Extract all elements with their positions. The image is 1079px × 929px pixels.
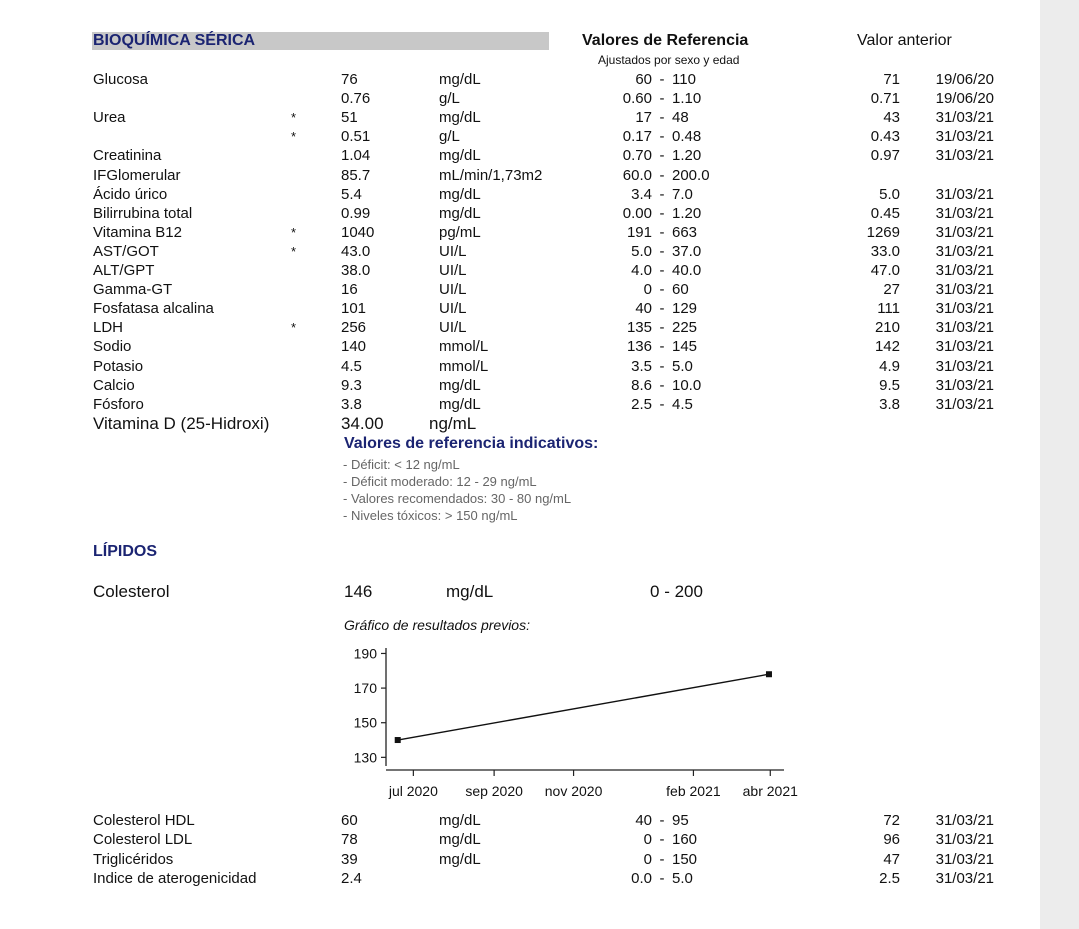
test-unit: mmol/L bbox=[439, 338, 489, 355]
previous-value: 3.8 bbox=[879, 396, 900, 413]
reference-separator: - bbox=[659, 358, 665, 375]
data-point bbox=[766, 671, 772, 677]
reference-separator: - bbox=[659, 831, 665, 848]
reference-high: 160 bbox=[672, 831, 698, 848]
test-name: AST/GOT bbox=[93, 243, 159, 260]
vitamin-d-note: - Niveles tóxicos: > 150 ng/mL bbox=[343, 508, 518, 523]
reference-separator: - bbox=[659, 186, 665, 203]
test-unit: mg/dL bbox=[439, 147, 481, 164]
test-value: 3.8 bbox=[341, 396, 362, 413]
previous-value: 1269 bbox=[866, 224, 900, 241]
test-unit: mmol/L bbox=[439, 358, 489, 375]
lipid-previous-value: 47 bbox=[883, 851, 900, 868]
reference-low: 40 bbox=[635, 812, 652, 829]
reference-range bbox=[600, 280, 740, 299]
previous-date: 31/03/21 bbox=[935, 396, 994, 413]
reference-high: 95 bbox=[672, 812, 689, 829]
test-value: 140 bbox=[341, 338, 367, 355]
previous-date: 31/03/21 bbox=[935, 281, 994, 298]
test-value: 256 bbox=[341, 319, 367, 336]
lipid-test-value: 39 bbox=[341, 851, 358, 868]
reference-low: 0.70 bbox=[622, 147, 652, 164]
previous-value: 111 bbox=[877, 300, 900, 317]
lipid-test-name: Colesterol LDL bbox=[93, 831, 193, 848]
test-name: Creatinina bbox=[93, 147, 162, 164]
reference-high: 0.48 bbox=[672, 128, 702, 145]
reference-high: 150 bbox=[672, 851, 698, 868]
reference-range bbox=[600, 376, 740, 395]
section-title-bioquimica: BIOQUÍMICA SÉRICA bbox=[93, 32, 256, 49]
reference-range bbox=[600, 337, 740, 356]
reference-separator: - bbox=[659, 262, 665, 279]
reference-separator: - bbox=[659, 338, 665, 355]
reference-range bbox=[600, 242, 740, 261]
test-name: Ácido úrico bbox=[93, 186, 168, 203]
test-unit: mg/dL bbox=[439, 396, 481, 413]
previous-date: 31/03/21 bbox=[935, 128, 994, 145]
test-value: 43.0 bbox=[341, 243, 371, 260]
previous-date: 31/03/21 bbox=[935, 338, 994, 355]
reference-low: 4.0 bbox=[631, 262, 652, 279]
previous-value: 43 bbox=[883, 109, 900, 126]
reference-low: 0 bbox=[643, 851, 652, 868]
lipid-previous-value: 2.5 bbox=[879, 870, 900, 887]
reference-low: 135 bbox=[626, 319, 652, 336]
test-unit: pg/mL bbox=[439, 224, 481, 241]
test-value: 0.76 bbox=[341, 90, 371, 107]
reference-high: 1.10 bbox=[672, 90, 702, 107]
test-name: ALT/GPT bbox=[93, 262, 155, 279]
test-name: Urea bbox=[93, 109, 126, 126]
previous-value: 0.97 bbox=[870, 147, 900, 164]
previous-value: 210 bbox=[874, 319, 900, 336]
reference-low: 0 bbox=[643, 281, 652, 298]
previous-value: 0.43 bbox=[870, 128, 900, 145]
lipid-test-name: Triglicéridos bbox=[93, 851, 174, 868]
lipid-test-unit: mg/dL bbox=[439, 831, 481, 848]
vitamin-d-note: - Valores recomendados: 30 - 80 ng/mL bbox=[343, 491, 572, 506]
lipid-previous-date: 31/03/21 bbox=[935, 831, 994, 848]
lipid-reference-range bbox=[600, 811, 740, 830]
reference-high: 5.0 bbox=[672, 358, 693, 375]
reference-high: 4.5 bbox=[672, 396, 693, 413]
reference-high: 40.0 bbox=[672, 262, 702, 279]
reference-separator: - bbox=[659, 812, 665, 829]
reference-low: 60 bbox=[635, 71, 652, 88]
lipid-test-value: 78 bbox=[341, 831, 358, 848]
test-value: 101 bbox=[341, 300, 367, 317]
previous-date bbox=[904, 166, 994, 185]
lipid-reference-range bbox=[600, 869, 740, 888]
previous-date: 31/03/21 bbox=[935, 109, 994, 126]
test-name: Fósforo bbox=[93, 396, 144, 413]
reference-high: 5.0 bbox=[672, 870, 693, 887]
y-tick-label: 130 bbox=[353, 749, 377, 766]
lipid-previous-value: 96 bbox=[883, 831, 900, 848]
test-unit: g/L bbox=[439, 90, 460, 107]
lipid-test-unit: mg/dL bbox=[439, 851, 481, 868]
reference-high: 129 bbox=[672, 300, 698, 317]
vitamin-d-value: 34.00 bbox=[341, 414, 384, 433]
test-value: 4.5 bbox=[341, 358, 362, 375]
colesterol-ref-low: 0 bbox=[650, 582, 660, 601]
out-of-range-marker: * bbox=[291, 320, 297, 335]
test-unit: mg/dL bbox=[439, 109, 481, 126]
vitamin-d-reference-title: Valores de referencia indicativos: bbox=[344, 435, 599, 452]
previous-date: 31/03/21 bbox=[935, 319, 994, 336]
reference-separator: - bbox=[659, 128, 665, 145]
test-value: 5.4 bbox=[341, 186, 362, 203]
reference-high: 663 bbox=[672, 224, 698, 241]
out-of-range-marker: * bbox=[291, 244, 297, 259]
test-unit: UI/L bbox=[439, 262, 467, 279]
lipid-test-unit: mg/dL bbox=[439, 812, 481, 829]
previous-value: 9.5 bbox=[879, 377, 900, 394]
previous-date: 31/03/21 bbox=[935, 205, 994, 222]
reference-range bbox=[600, 166, 740, 185]
reference-low: 0.60 bbox=[622, 90, 652, 107]
previous-value: 142 bbox=[874, 338, 900, 355]
lipid-test-value: 2.4 bbox=[341, 870, 362, 887]
previous-date: 31/03/21 bbox=[935, 224, 994, 241]
previous-date: 31/03/21 bbox=[935, 300, 994, 317]
test-name: Bilirrubina total bbox=[93, 205, 193, 222]
out-of-range-marker: * bbox=[291, 225, 297, 240]
reference-low: 3.4 bbox=[631, 186, 652, 203]
reference-high: 200.0 bbox=[672, 167, 710, 184]
previous-value: 0.45 bbox=[870, 205, 900, 222]
reference-subheader: Ajustados por sexo y edad bbox=[598, 53, 740, 67]
y-tick-label: 170 bbox=[353, 680, 377, 697]
test-unit: mg/dL bbox=[439, 205, 481, 222]
colesterol-ref-high: 200 bbox=[674, 582, 703, 601]
reference-high: 145 bbox=[672, 338, 698, 355]
reference-range bbox=[600, 127, 740, 146]
vitamin-d-name: Vitamina D (25-Hidroxi) bbox=[93, 414, 270, 433]
reference-separator: - bbox=[659, 396, 665, 413]
reference-separator: - bbox=[659, 90, 665, 107]
reference-low: 40 bbox=[635, 300, 652, 317]
reference-separator: - bbox=[659, 870, 665, 887]
reference-separator: - bbox=[659, 71, 665, 88]
reference-separator: - bbox=[659, 167, 665, 184]
reference-low: 0.17 bbox=[622, 128, 652, 145]
reference-range bbox=[600, 357, 740, 376]
reference-separator: - bbox=[659, 147, 665, 164]
y-tick-label: 150 bbox=[353, 714, 377, 731]
test-name: Potasio bbox=[93, 358, 144, 375]
test-unit: mg/dL bbox=[439, 186, 481, 203]
data-point bbox=[395, 737, 401, 743]
test-name: Fosfatasa alcalina bbox=[93, 300, 214, 317]
reference-separator: - bbox=[659, 109, 665, 126]
lipid-reference-range bbox=[600, 850, 740, 869]
previous-value: 0.71 bbox=[870, 90, 900, 107]
x-tick-label: nov 2020 bbox=[544, 783, 603, 799]
reference-low: 5.0 bbox=[631, 243, 652, 260]
test-unit: UI/L bbox=[439, 319, 467, 336]
reference-range bbox=[600, 299, 740, 318]
test-name: Glucosa bbox=[93, 71, 149, 88]
test-name: Vitamina B12 bbox=[93, 224, 182, 241]
reference-high: 37.0 bbox=[672, 243, 702, 260]
reference-high: 60 bbox=[672, 281, 689, 298]
reference-separator: - bbox=[659, 224, 665, 241]
previous-value bbox=[840, 166, 900, 185]
reference-low: 17 bbox=[635, 109, 652, 126]
reference-low: 8.6 bbox=[631, 377, 652, 394]
vitamin-d-unit: ng/mL bbox=[429, 414, 477, 433]
reference-separator: - bbox=[659, 319, 665, 336]
colesterol-name: Colesterol bbox=[93, 582, 170, 601]
reference-range bbox=[600, 261, 740, 280]
test-name: Calcio bbox=[93, 377, 135, 394]
test-unit: UI/L bbox=[439, 300, 467, 317]
test-name: LDH bbox=[93, 319, 124, 336]
reference-high: 1.20 bbox=[672, 205, 702, 222]
reference-high: 48 bbox=[672, 109, 689, 126]
test-unit: g/L bbox=[439, 128, 460, 145]
reference-range bbox=[600, 89, 740, 108]
x-tick-label: jul 2020 bbox=[388, 783, 438, 799]
test-value: 38.0 bbox=[341, 262, 371, 279]
reference-separator: - bbox=[659, 377, 665, 394]
reference-low: 0.00 bbox=[622, 205, 652, 222]
reference-separator: - bbox=[659, 300, 665, 317]
reference-high: 1.20 bbox=[672, 147, 702, 164]
test-name: IFGlomerular bbox=[93, 167, 181, 184]
test-value: 16 bbox=[341, 281, 358, 298]
test-name: Sodio bbox=[93, 338, 132, 355]
test-unit: mg/dL bbox=[439, 71, 481, 88]
test-value: 9.3 bbox=[341, 377, 362, 394]
previous-value: 4.9 bbox=[879, 358, 900, 375]
previous-date: 31/03/21 bbox=[935, 262, 994, 279]
colesterol-unit: mg/dL bbox=[446, 582, 494, 601]
previous-value: 71 bbox=[883, 71, 900, 88]
reference-header: Valores de Referencia bbox=[582, 32, 749, 49]
previous-value: 27 bbox=[883, 281, 900, 298]
test-value: 85.7 bbox=[341, 167, 371, 184]
cholesterol-history-chart bbox=[320, 640, 840, 810]
lipid-reference-range bbox=[600, 830, 740, 849]
lipid-previous-date: 31/03/21 bbox=[935, 812, 994, 829]
reference-separator: - bbox=[659, 851, 665, 868]
reference-high: 225 bbox=[672, 319, 698, 336]
x-tick-label: feb 2021 bbox=[666, 783, 721, 799]
previous-date: 19/06/20 bbox=[935, 90, 994, 107]
reference-low: 0.0 bbox=[631, 870, 652, 887]
test-value: 0.51 bbox=[341, 128, 371, 145]
x-tick-label: abr 2021 bbox=[742, 783, 798, 799]
reference-low: 136 bbox=[626, 338, 652, 355]
test-value: 0.99 bbox=[341, 205, 371, 222]
lipid-test-value: 60 bbox=[341, 812, 358, 829]
previous-value: 47.0 bbox=[870, 262, 900, 279]
test-name: Gamma-GT bbox=[93, 281, 173, 298]
reference-separator: - bbox=[659, 281, 665, 298]
lipid-previous-date: 31/03/21 bbox=[935, 870, 994, 887]
test-unit: mL/min/1,73m2 bbox=[439, 167, 543, 184]
out-of-range-marker: * bbox=[291, 110, 297, 125]
series-line bbox=[398, 674, 769, 740]
lipid-test-name: Indice de aterogenicidad bbox=[93, 870, 257, 887]
test-value: 1040 bbox=[341, 224, 375, 241]
x-tick-label: sep 2020 bbox=[465, 783, 523, 799]
test-value: 76 bbox=[341, 71, 358, 88]
previous-value: 33.0 bbox=[870, 243, 900, 260]
chart-title: Gráfico de resultados previos: bbox=[344, 617, 530, 633]
reference-high: 7.0 bbox=[672, 186, 693, 203]
reference-separator: - bbox=[659, 205, 665, 222]
reference-range bbox=[600, 204, 740, 223]
previous-date: 19/06/20 bbox=[935, 71, 994, 88]
previous-date: 31/03/21 bbox=[935, 147, 994, 164]
test-value: 51 bbox=[341, 109, 358, 126]
lipid-previous-value: 72 bbox=[883, 812, 900, 829]
reference-low: 191 bbox=[626, 224, 652, 241]
test-value: 1.04 bbox=[341, 147, 371, 164]
previous-date: 31/03/21 bbox=[935, 243, 994, 260]
reference-range bbox=[600, 70, 740, 89]
previous-date: 31/03/21 bbox=[935, 377, 994, 394]
reference-separator: - bbox=[659, 243, 665, 260]
previous-value: 5.0 bbox=[879, 186, 900, 203]
reference-range bbox=[600, 395, 740, 414]
reference-range bbox=[600, 185, 740, 204]
previous-date: 31/03/21 bbox=[935, 358, 994, 375]
previous-date: 31/03/21 bbox=[935, 186, 994, 203]
reference-range bbox=[600, 223, 740, 242]
test-unit: mg/dL bbox=[439, 377, 481, 394]
test-unit: UI/L bbox=[439, 281, 467, 298]
reference-low: 60.0 bbox=[622, 167, 652, 184]
reference-range bbox=[600, 146, 740, 165]
vitamin-d-note: - Déficit moderado: 12 - 29 ng/mL bbox=[343, 474, 537, 489]
reference-range bbox=[600, 318, 740, 337]
reference-low: 2.5 bbox=[631, 396, 652, 413]
test-unit: UI/L bbox=[439, 243, 467, 260]
y-tick-label: 190 bbox=[353, 645, 377, 662]
reference-range bbox=[600, 108, 740, 127]
reference-low: 3.5 bbox=[631, 358, 652, 375]
vitamin-d-note: - Déficit: < 12 ng/mL bbox=[343, 457, 460, 472]
reference-low: 0 bbox=[643, 831, 652, 848]
lipid-test-name: Colesterol HDL bbox=[93, 812, 195, 829]
colesterol-value: 146 bbox=[344, 582, 373, 601]
out-of-range-marker: * bbox=[291, 129, 297, 144]
section-title-lipidos: LÍPIDOS bbox=[93, 543, 158, 560]
reference-high: 110 bbox=[672, 71, 696, 88]
previous-value-header: Valor anterior bbox=[857, 32, 952, 49]
colesterol-reference: 0 - 200 bbox=[650, 582, 703, 601]
lipid-previous-date: 31/03/21 bbox=[935, 851, 994, 868]
reference-high: 10.0 bbox=[672, 377, 702, 394]
